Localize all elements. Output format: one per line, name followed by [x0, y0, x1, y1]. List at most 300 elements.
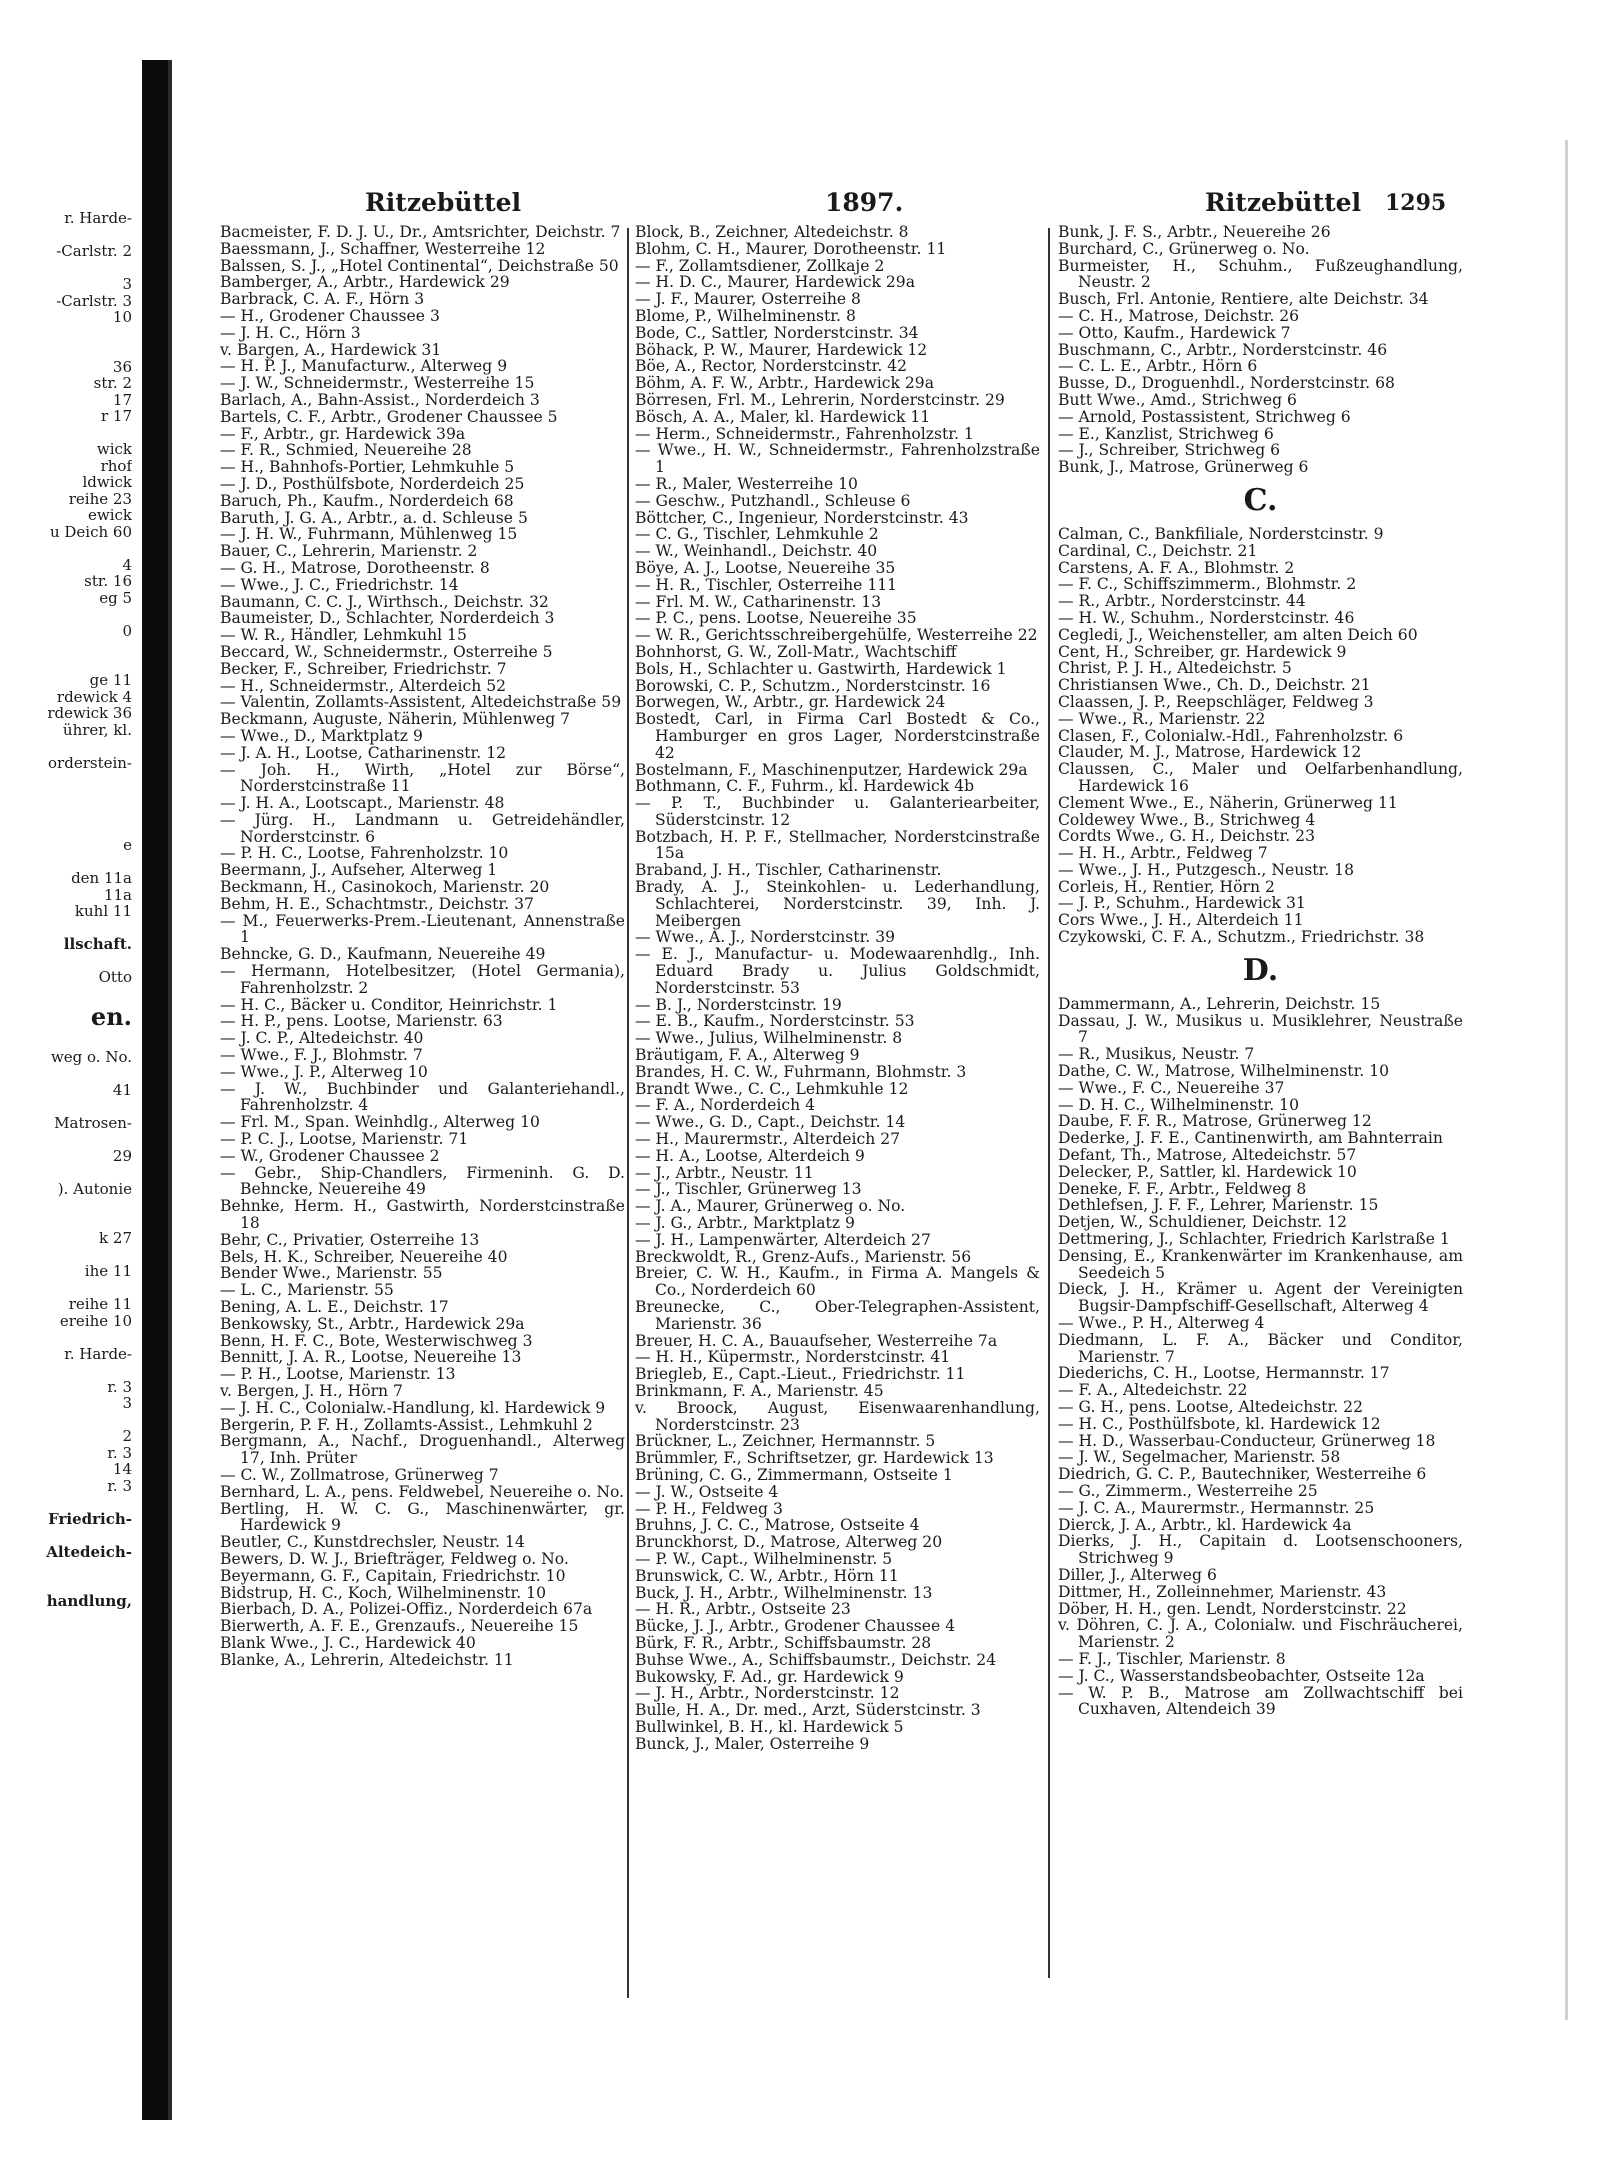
directory-entry: Diedmann, L. F. A., Bäcker und Conditor, Marienstr. 7: [1058, 1330, 1463, 1366]
directory-entry: — Wwe., J. H., Putzgesch., Neustr. 18: [1058, 860, 1355, 879]
previous-page-line: r. 3: [107, 1443, 132, 1462]
directory-entry: — Wwe., H. W., Schneidermstr., Fahrenholzstraße 1: [635, 441, 1040, 477]
page-edge: [1565, 140, 1568, 2020]
previous-page-line: [0, 854, 132, 871]
directory-entry: Dammermann, A., Lehrerin, Deichstr. 15: [1058, 994, 1381, 1013]
directory-entry: Beccard, W., Schneidermstr., Osterreihe 5: [220, 642, 553, 661]
previous-page-line: [0, 1412, 132, 1429]
directory-entry: Delecker, P., Sattler, kl. Hardewick 10: [1058, 1162, 1357, 1181]
directory-entry: — H. H., Küpermstr., Norderstcinstr. 41: [635, 1348, 951, 1367]
directory-entry: Bergerin, P. F. H., Zollamts-Assist., Lehmkuhl 2: [220, 1415, 593, 1434]
previous-page-line: [0, 1577, 132, 1594]
directory-entry: Claassen, J. P., Reepschläger, Feldweg 3: [1058, 692, 1374, 711]
directory-entry: Borowski, C. P., Schutzm., Norderstcinstr. 16: [635, 676, 991, 695]
directory-entry: — C. G., Tischler, Lehmkuhle 2: [635, 525, 879, 544]
previous-page-line: 10: [112, 308, 132, 326]
column-rule: [1048, 228, 1050, 1978]
directory-entry: Densing, E., Krankenwärter im Krankenhause, am Seedeich 5: [1058, 1246, 1463, 1282]
previous-page-line: llschaft.: [63, 935, 132, 953]
directory-entry: — J. G., Arbtr., Marktplatz 9: [635, 1214, 855, 1233]
directory-entry: — H. R., Tischler, Osterreihe 111: [635, 575, 898, 594]
directory-entry: — H. R., Arbtr., Ostseite 23: [635, 1600, 851, 1619]
directory-entry: Deneke, F. F., Arbtr., Feldweg 8: [1058, 1179, 1307, 1198]
directory-entry: Clasen, F., Colonialw.-Hdl., Fahrenholzstr. 6: [1058, 726, 1404, 745]
directory-entry: Burmeister, H., Schuhm., Fußzeughandlung, Neustr. 2: [1058, 256, 1463, 292]
directory-entry: Christ, P. J. H., Altedeichstr. 5: [1058, 659, 1292, 678]
section-letter-c: C.: [1243, 482, 1278, 518]
previous-page-line: [0, 1131, 132, 1148]
previous-page-line: weg o. No.: [50, 1047, 132, 1066]
previous-page-line: r. 3: [107, 1377, 132, 1396]
directory-entry: — J. H. C., Colonialw.-Handlung, kl. Hardewick 9: [220, 1398, 606, 1417]
previous-page-line: ihe 11: [84, 1262, 132, 1280]
previous-page-line: -Carlstr. 3: [56, 291, 132, 310]
directory-entry: Bartels, C. F., Arbtr., Grodener Chaussee 5: [220, 407, 558, 426]
directory-entry: Bennitt, J. A. R., Lootse, Neuereihe 13: [220, 1348, 522, 1367]
directory-entry: Bullwinkel, B. H., kl. Hardewick 5: [635, 1717, 904, 1736]
directory-entry: Bening, A. L. E., Deichstr. 17: [220, 1298, 449, 1316]
directory-entry: — J. W., Segelmacher, Marienstr. 58: [1058, 1448, 1341, 1467]
directory-entry: Bols, H., Schlachter u. Gastwirth, Hardewick 1: [635, 659, 1007, 678]
previous-page-line: str. 2: [93, 374, 132, 392]
column-2: [635, 224, 1040, 1753]
directory-entry: — Frl. M., Span. Weinhdlg., Alterweg 10: [220, 1113, 540, 1132]
directory-entry: Becker, F., Schreiber, Friedrichstr. 7: [220, 659, 507, 678]
previous-page-line: [0, 1098, 132, 1115]
previous-page-line: [0, 771, 132, 788]
directory-entry: Barbrack, C. A. F., Hörn 3: [220, 290, 425, 309]
previous-page-line: rdewick 4: [56, 687, 132, 706]
section-letter-d: D.: [1242, 952, 1279, 988]
directory-entry: — Wwe., D., Marktplatz 9: [220, 726, 423, 745]
previous-page-line: [0, 1214, 132, 1231]
directory-entry: Brandt Wwe., C. C., Lehmkuhle 12: [635, 1079, 909, 1098]
previous-page-line: orderstein-: [48, 753, 132, 772]
directory-entry: Diller, J., Alterweg 6: [1058, 1565, 1217, 1584]
directory-entry: Baruth, J. G. A., Arbtr., a. d. Schleuse 5: [220, 508, 528, 527]
directory-entry: — Geschw., Putzhandl., Schleuse 6: [635, 491, 911, 510]
directory-entry: — Joh. H., Wirth, „Hotel zur Börse“, Norderstcinstraße 11: [220, 760, 625, 796]
directory-entry: — F. R., Schmied, Neuereihe 28: [220, 441, 472, 460]
directory-entry: — W. R., Gerichtsschreibergehülfe, Westerreihe 22: [635, 626, 1038, 645]
directory-entry: — Hermann, Hotelbesitzer, (Hotel Germania), Fahrenholzstr. 2: [220, 962, 625, 997]
previous-page-line: ührer, kl.: [62, 720, 132, 739]
directory-entry: Böttcher, C., Ingenieur, Norderstcinstr. 43: [635, 508, 969, 527]
directory-entry: Claussen, C., Maler und Oelfarbenhandlung, Hardewick 16: [1058, 760, 1463, 795]
previous-page-line: e: [123, 836, 132, 854]
directory-entry: — P. H., Lootse, Marienstr. 13: [220, 1365, 456, 1384]
directory-entry: — R., Maler, Westerreihe 10: [635, 474, 858, 493]
directory-entry: — Wwe., F. J., Blohmstr. 7: [220, 1046, 423, 1065]
directory-entry: Dittmer, H., Zolleinnehmer, Marienstr. 43: [1058, 1582, 1387, 1601]
directory-entry: Böhm, A. F. W., Arbtr., Hardewick 29a: [635, 374, 934, 393]
directory-entry: — G. H., Matrose, Dorotheenstr. 8: [220, 558, 490, 577]
directory-entry: Bunk, J. F. S., Arbtr., Neuereihe 26: [1058, 223, 1331, 241]
previous-page-line: [0, 1197, 132, 1214]
previous-page-line: Matrosen-: [54, 1113, 132, 1132]
directory-entry: — Valentin, Zollamts-Assistent, Altedeichstraße 59: [220, 693, 622, 712]
directory-entry: — M., Feuerwerks-Prem.-Lieutenant, Annenstraße 1: [220, 911, 625, 947]
directory-entry: Blank Wwe., J. C., Hardewick 40: [220, 1633, 476, 1652]
directory-entry: — F., Zollamtsdiener, Zollkaje 2: [635, 256, 885, 275]
book-binding-edge: [142, 60, 168, 2120]
directory-entry: Daube, F. F. R., Matrose, Grünerweg 12: [1058, 1112, 1372, 1131]
directory-entry: Corleis, H., Rentier, Hörn 2: [1058, 877, 1275, 896]
directory-entry: — J., Schreiber, Strichweg 6: [1058, 441, 1281, 460]
directory-entry: — G., Zimmerm., Westerreihe 25: [1058, 1481, 1318, 1500]
directory-entry: Breier, C. W. H., Kaufm., in Firma A. Mangels & Co., Norderdeich 60: [635, 1264, 1040, 1300]
previous-page-line: 3: [122, 275, 132, 293]
directory-entry: — W., Weinhandl., Deichstr. 40: [635, 542, 878, 561]
directory-entry: Dierck, J. A., Arbtr., kl. Hardewick 4a: [1058, 1515, 1352, 1534]
previous-page-line: [0, 342, 132, 359]
directory-entry: Block, B., Zeichner, Altedeichstr. 8: [635, 223, 909, 241]
directory-entry: Cent, H., Schreiber, gr. Hardewick 9: [1058, 642, 1347, 661]
directory-entry: Busch, Frl. Antonie, Rentiere, alte Deichstr. 34: [1058, 290, 1429, 309]
previous-page-line: ereihe 10: [59, 1311, 132, 1330]
directory-entry: Dethlefsen, J. F. F., Lehrer, Marienstr. 15: [1058, 1196, 1379, 1215]
directory-entry: — Gebr., Ship-Chandlers, Firmeninh. G. D. Behncke, Neuereihe 49: [220, 1163, 625, 1199]
previous-page-line: [0, 326, 132, 343]
directory-entry: — J. C. P., Altedeichstr. 40: [220, 1029, 424, 1048]
directory-entry: Clement Wwe., E., Näherin, Grünerweg 11: [1058, 793, 1398, 812]
directory-entry: Briegleb, E., Capt.-Lieut., Friedrichstr. 11: [635, 1365, 966, 1384]
directory-entry: Behr, C., Privatier, Osterreihe 13: [220, 1230, 480, 1249]
running-title-right: Ritzebüttel: [1205, 188, 1362, 217]
directory-entry: — R., Arbtr., Norderstcinstr. 44: [1058, 592, 1306, 611]
directory-entry: — P. H. C., Lootse, Fahrenholzstr. 10: [220, 844, 509, 863]
previous-page-line: reihe 23: [68, 489, 132, 508]
directory-entry: Brady, A. J., Steinkohlen- u. Lederhandlung, Schlachterei, Norderstcinstr. 39, Inh. J. Meibergen: [635, 878, 1040, 930]
previous-page-line: [0, 1247, 132, 1264]
directory-entry: — R., Musikus, Neustr. 7: [1058, 1045, 1255, 1064]
page-spine: [168, 60, 172, 2120]
previous-page-line: [0, 540, 132, 557]
directory-entry: Brunckhorst, D., Matrose, Alterweg 20: [635, 1533, 943, 1552]
directory-entry: v. Bergen, J. H., Hörn 7: [220, 1381, 403, 1400]
directory-entry: Defant, Th., Matrose, Altedeichstr. 57: [1058, 1146, 1357, 1165]
previous-page-line: k 27: [99, 1229, 132, 1247]
previous-page-line: rdewick 36: [47, 704, 132, 722]
previous-page-line: r. 3: [107, 1476, 132, 1495]
directory-entry: Böe, A., Rector, Norderstcinstr. 42: [635, 357, 908, 376]
directory-entry: Czykowski, C. F. A., Schutzm., Friedrichstr. 38: [1058, 928, 1425, 947]
directory-entry: — W., Grodener Chaussee 2: [220, 1146, 440, 1165]
directory-entry: Bender Wwe., Marienstr. 55: [220, 1264, 443, 1283]
directory-entry: — B. J., Norderstcinstr. 19: [635, 995, 842, 1014]
directory-entry: — Wwe., G. D., Capt., Deichstr. 14: [635, 1113, 906, 1132]
directory-entry: Borwegen, W., Arbtr., gr. Hardewick 24: [635, 693, 946, 712]
directory-entry: — J. A., Maurer, Grünerweg o. No.: [635, 1197, 906, 1216]
directory-entry: — J. C., Wasserstandsbeobachter, Ostseite 12a: [1058, 1666, 1425, 1685]
page-number: 1295: [1385, 190, 1447, 216]
directory-entry: — C. H., Matrose, Deichstr. 26: [1058, 306, 1300, 325]
previous-page-line: eg 5: [99, 588, 132, 607]
previous-page-line: [0, 920, 132, 937]
directory-entry: — Otto, Kaufm., Hardewick 7: [1058, 323, 1291, 342]
directory-entry: — Wwe., R., Marienstr. 22: [1058, 709, 1266, 728]
directory-entry: — W. R., Händler, Lehmkuhl 15: [220, 626, 467, 645]
directory-entry: Bierwerth, A. F. E., Grenzaufs., Neuereihe 15: [220, 1617, 579, 1636]
column-3: [1058, 224, 1463, 1718]
directory-entry: — C. W., Zollmatrose, Grünerweg 7: [220, 1465, 499, 1484]
directory-entry: Coldewey Wwe., B., Strichweg 4: [1058, 810, 1316, 829]
previous-page-line: ). Autonie: [57, 1179, 132, 1198]
directory-entry: Brückner, L., Zeichner, Hermannstr. 5: [635, 1432, 936, 1451]
directory-entry: Baruch, Ph., Kaufm., Norderdeich 68: [220, 491, 514, 510]
directory-entry: Bräutigam, F. A., Alterweg 9: [635, 1046, 860, 1065]
directory-entry: — P. W., Capt., Wilhelminenstr. 5: [635, 1549, 893, 1568]
directory-entry: — J., Tischler, Grünerweg 13: [635, 1180, 862, 1199]
previous-page-line: [0, 606, 132, 623]
previous-page-line: 4: [122, 555, 132, 574]
previous-page-line: [0, 1560, 132, 1577]
previous-page-fragment: [0, 210, 132, 1990]
previous-page-line: [0, 986, 132, 1003]
directory-entry: — L. C., Marienstr. 55: [220, 1281, 394, 1300]
directory-entry: — H. C., Bäcker u. Conditor, Heinrichstr. 1: [220, 995, 558, 1014]
previous-page-line: Otto: [98, 968, 132, 986]
directory-entry: Beckmann, Auguste, Näherin, Mühlenweg 7: [220, 710, 571, 729]
previous-page-line: [0, 1494, 132, 1511]
previous-page-line: wick: [96, 440, 132, 458]
directory-entry: — Wwe., F. C., Neuereihe 37: [1058, 1078, 1285, 1097]
directory-entry: Christiansen Wwe., Ch. D., Deichstr. 21: [1058, 676, 1371, 695]
previous-page-line: [0, 656, 132, 673]
previous-page-line: [0, 1280, 132, 1297]
directory-entry: Bidstrup, H. C., Koch, Wilhelminenstr. 10: [220, 1583, 546, 1602]
directory-entry: Böye, A. J., Lootse, Neuereihe 35: [635, 558, 896, 577]
previous-page-line: 14: [112, 1460, 132, 1478]
directory-entry: Dettmering, J., Schlachter, Friedrich Karlstraße 1: [1058, 1230, 1450, 1249]
directory-entry: Breckwoldt, R., Grenz-Aufs., Marienstr. 56: [635, 1247, 972, 1266]
directory-entry: v. Döhren, C. J. A., Colonialw. und Fischräucherei, Marienstr. 2: [1058, 1616, 1463, 1652]
directory-entry: Bamberger, A., Arbtr., Hardewick 29: [220, 273, 510, 292]
directory-entry: Beckmann, H., Casinokoch, Marienstr. 20: [220, 878, 550, 897]
directory-entry: Breuer, H. C. A., Bauaufseher, Westerreihe 7a: [635, 1331, 998, 1350]
previous-page-line: handlung,: [46, 1592, 132, 1610]
directory-entry: Beutler, C., Kunstdrechsler, Neustr. 14: [220, 1533, 525, 1552]
directory-entry: Dieck, J. H., Krämer u. Agent der Vereinigten Bugsir-Dampfschiff-Gesellschaft, Alterweg 4: [1058, 1280, 1463, 1316]
running-title-left: Ritzebüttel: [365, 188, 522, 217]
directory-entry: v. Bargen, A., Hardewick 31: [220, 340, 442, 359]
directory-entry: Bohnhorst, G. W., Zoll-Matr., Wachtschiff: [635, 642, 957, 661]
directory-entry: Dassau, J. W., Musikus u. Musiklehrer, Neustraße 7: [1058, 1011, 1463, 1047]
directory-entry: Bewers, D. W. J., Briefträger, Feldweg o. No.: [220, 1549, 569, 1568]
directory-entry: — Wwe., J. C., Friedrichstr. 14: [220, 575, 459, 594]
previous-page-line: [0, 425, 132, 442]
directory-entry: Böhack, P. W., Maurer, Hardewick 12: [635, 340, 928, 359]
directory-entry: Buhse Wwe., A., Schiffsbaumstr., Deichstr. 24: [635, 1650, 997, 1669]
previous-page-line: 3: [122, 1394, 132, 1412]
directory-entry: — J. H. A., Lootscapt., Marienstr. 48: [220, 794, 505, 813]
directory-entry: — J. A. H., Lootse, Catharinenstr. 12: [220, 743, 507, 762]
directory-entry: — Wwe., J. P., Alterweg 10: [220, 1062, 428, 1081]
directory-entry: — F. A., Altedeichstr. 22: [1058, 1381, 1248, 1400]
previous-page-line: r. Harde-: [64, 1344, 132, 1363]
directory-entry: — J. W., Schneidermstr., Westerreihe 15: [220, 374, 535, 393]
previous-page-line: r. Harde-: [64, 210, 132, 227]
directory-entry: Diederichs, C. H., Lootse, Hermannstr. 17: [1058, 1364, 1390, 1383]
directory-entry: — Arnold, Postassistent, Strichweg 6: [1058, 407, 1351, 426]
page-header: [220, 188, 1550, 224]
directory-columns: [220, 224, 1550, 2004]
previous-page-line: [0, 821, 132, 838]
previous-page-line: [0, 953, 132, 970]
directory-entry: — P. H., Feldweg 3: [635, 1499, 783, 1518]
directory-entry: Baessmann, J., Schaffner, Westerreihe 12: [220, 239, 546, 258]
previous-page-line: Altedeich-: [46, 1542, 132, 1561]
directory-entry: Dederke, J. F. E., Cantinenwirth, am Bahnterrain: [1058, 1129, 1443, 1148]
directory-entry: Barlach, A., Bahn-Assist., Norderdeich 3: [220, 390, 540, 409]
directory-entry: Beermann, J., Aufseher, Alterweg 1: [220, 861, 498, 880]
directory-entry: Dathe, C. W., Matrose, Wilhelminenstr. 10: [1058, 1062, 1390, 1081]
directory-entry: — Jürg. H., Landmann u. Getreidehändler, Norderstcinstr. 6: [220, 810, 625, 846]
directory-entry: — H. P. J., Manufacturw., Alterweg 9: [220, 357, 508, 376]
directory-entry: — H., Bahnhofs-Portier, Lehmkuhle 5: [220, 458, 515, 477]
directory-entry: Behncke, G. D., Kaufmann, Neuereihe 49: [220, 945, 546, 964]
directory-entry: Brinkmann, F. A., Marienstr. 45: [635, 1381, 884, 1400]
directory-entry: Bukowsky, F. Ad., gr. Hardewick 9: [635, 1667, 904, 1686]
directory-entry: Bulle, H. A., Dr. med., Arzt, Süderstcinstr. 3: [635, 1701, 981, 1720]
directory-entry: — E., Kanzlist, Strichweg 6: [1058, 424, 1274, 443]
previous-page-line: Friedrich-: [48, 1509, 132, 1528]
directory-entry: — Wwe., A. J., Norderstcinstr. 39: [635, 928, 896, 947]
previous-page-line: [0, 738, 132, 755]
directory-entry: Bösch, A. A., Maler, kl. Hardewick 11: [635, 407, 931, 426]
directory-page: [220, 188, 1550, 2008]
directory-entry: Detjen, W., Schuldiener, Deichstr. 12: [1058, 1213, 1348, 1232]
directory-entry: Cors Wwe., J. H., Alterdeich 11: [1058, 911, 1304, 930]
directory-entry: — H. H., Arbtr., Feldweg 7: [1058, 844, 1268, 863]
directory-entry: Brandes, H. C. W., Fuhrmann, Blohmstr. 3: [635, 1062, 967, 1081]
directory-entry: — G. H., pens. Lootse, Altedeichstr. 22: [1058, 1398, 1364, 1416]
directory-entry: Balssen, S. J., „Hotel Continental“, Deichstraße 50: [220, 256, 619, 275]
previous-page-line: ldwick: [82, 473, 132, 491]
previous-page-line: rhof: [100, 456, 132, 475]
directory-entry: Clauder, M. J., Matrose, Hardewick 12: [1058, 743, 1362, 762]
directory-entry: Cordts Wwe., G. H., Deichstr. 23: [1058, 827, 1315, 846]
previous-page-line: kuhl 11: [74, 902, 132, 920]
directory-entry: — W. P. B., Matrose am Zollwachtschiff bei Cuxhaven, Altendeich 39: [1058, 1683, 1463, 1719]
directory-entry: — H., Maurermstr., Alterdeich 27: [635, 1130, 901, 1149]
directory-entry: Bertling, H. W. C. G., Maschinenwärter, gr. Hardewick 9: [220, 1499, 625, 1535]
directory-entry: Bergmann, A., Nachf., Droguenhandl., Alterweg 17, Inh. Prüter: [220, 1432, 625, 1468]
directory-entry: v. Broock, August, Eisenwaarenhandlung, Norderstcinstr. 23: [635, 1398, 1040, 1434]
previous-page-line: [0, 1065, 132, 1082]
directory-entry: Busse, D., Droguenhdl., Norderstcinstr. 68: [1058, 374, 1395, 393]
directory-entry: — J. C. A., Maurermstr., Hermannstr. 25: [1058, 1498, 1375, 1517]
directory-entry: Bürk, F. R., Arbtr., Schiffsbaumstr. 28: [635, 1633, 932, 1652]
previous-page-line: 0: [122, 621, 132, 640]
directory-entry: Beyermann, G. F., Capitain, Friedrichstr. 10: [220, 1566, 566, 1585]
directory-entry: Bacmeister, F. D. J. U., Dr., Amtsrichter, Deichstr. 7: [220, 223, 621, 241]
directory-entry: Buck, J. H., Arbtr., Wilhelminenstr. 13: [635, 1583, 933, 1602]
directory-entry: — J. H. C., Hörn 3: [220, 323, 361, 342]
directory-entry: Buschmann, C., Arbtr., Norderstcinstr. 46: [1058, 340, 1388, 359]
directory-entry: — H. W., Schuhm., Norderstcinstr. 46: [1058, 608, 1355, 627]
directory-entry: Behnke, Herm. H., Gastwirth, Norderstcinstraße 18: [220, 1197, 625, 1233]
directory-entry: — J. W., Buchbinder und Galanteriehandl., Fahrenholzstr. 4: [220, 1079, 625, 1115]
directory-entry: Döber, H. H., gen. Lendt, Norderstcinstr. 22: [1058, 1599, 1407, 1618]
previous-page-line: [0, 1032, 132, 1049]
directory-entry: Calman, C., Bankfiliale, Norderstcinstr. 9: [1058, 524, 1384, 543]
previous-page-line: 36: [112, 357, 132, 376]
previous-page-line: str. 16: [84, 572, 132, 590]
directory-entry: — E. J., Manufactur- u. Modewaarenhdlg., Inh. Eduard Brady u. Julius Goldschmidt, Norderstcinstr. 53: [635, 945, 1040, 997]
directory-entry: Blohm, C. H., Maurer, Dorotheenstr. 11: [635, 239, 947, 258]
previous-page-line: 17: [112, 390, 132, 409]
directory-entry: Bücke, J. J., Arbtr., Grodener Chaussee 4: [635, 1617, 956, 1636]
previous-page-line: ewick: [87, 506, 132, 524]
directory-entry: Breunecke, C., Ober-Telegraphen-Assistent, Marienstr. 36: [635, 1298, 1040, 1333]
previous-page-line: [0, 1164, 132, 1181]
directory-entry: — J. D., Posthülfsbote, Norderdeich 25: [220, 474, 525, 493]
directory-entry: — J. H. W., Fuhrmann, Mühlenweg 15: [220, 525, 518, 544]
previous-page-line: 29: [112, 1146, 132, 1165]
directory-entry: — F., Arbtr., gr. Hardewick 39a: [220, 424, 466, 443]
directory-entry: Benkowsky, St., Arbtr., Hardewick 29a: [220, 1314, 525, 1333]
previous-page-line: u Deich 60: [49, 522, 132, 541]
directory-entry: Bothmann, C. F., Fuhrm., kl. Hardewick 4b: [635, 777, 975, 796]
directory-entry: — J. P., Schuhm., Hardewick 31: [1058, 894, 1306, 913]
directory-entry: Bostelmann, F., Maschinenputzer, Hardewick 29a: [635, 760, 1028, 779]
column-1: [220, 224, 625, 1669]
directory-entry: — J. W., Ostseite 4: [635, 1482, 779, 1501]
directory-entry: Burchard, C., Grünerweg o. No.: [1058, 239, 1310, 258]
directory-entry: Dierks, J. H., Capitain d. Lootsenschooners, Strichweg 9: [1058, 1532, 1463, 1568]
directory-entry: — H. A., Lootse, Alterdeich 9: [635, 1146, 865, 1165]
directory-entry: Bels, H. K., Schreiber, Neuereihe 40: [220, 1247, 508, 1266]
directory-entry: — J. F., Maurer, Osterreihe 8: [635, 290, 861, 309]
directory-entry: — D. H. C., Wilhelminenstr. 10: [1058, 1095, 1300, 1114]
directory-entry: — F. C., Schiffszimmerm., Blohmstr. 2: [1058, 575, 1357, 594]
directory-entry: Behm, H. E., Schachtmstr., Deichstr. 37: [220, 894, 534, 913]
directory-entry: — H. C., Posthülfsbote, kl. Hardewick 12: [1058, 1414, 1381, 1433]
previous-page-line: [0, 1527, 132, 1544]
directory-entry: Börresen, Frl. M., Lehrerin, Norderstcinstr. 29: [635, 390, 1005, 409]
directory-entry: Bernhard, L. A., pens. Feldwebel, Neuereihe o. No.: [220, 1482, 625, 1501]
directory-entry: — H., Grodener Chaussee 3: [220, 306, 440, 325]
directory-entry: Bauer, C., Lehrerin, Marienstr. 2: [220, 542, 478, 561]
directory-entry: — Herm., Schneidermstr., Fahrenholzstr. 1: [635, 424, 974, 443]
directory-entry: — H. P., pens. Lootse, Marienstr. 63: [220, 1012, 503, 1031]
directory-entry: — P. C., pens. Lootse, Neuereihe 35: [635, 609, 917, 628]
directory-entry: — E. B., Kaufm., Norderstcinstr. 53: [635, 1012, 915, 1031]
previous-page-line: 41: [112, 1080, 132, 1099]
directory-entry: — H. D. C., Maurer, Hardewick 29a: [635, 273, 915, 292]
directory-entry: Cardinal, C., Deichstr. 21: [1058, 541, 1258, 560]
directory-entry: — P. T., Buchbinder u. Galanteriearbeiter, Süderstcinstr. 12: [635, 794, 1040, 829]
directory-entry: — P. C. J., Lootse, Marienstr. 71: [220, 1130, 469, 1149]
directory-entry: — Wwe., P. H., Alterweg 4: [1058, 1314, 1265, 1333]
year-heading: 1897.: [825, 188, 904, 217]
directory-entry: Bunck, J., Maler, Osterreihe 9: [635, 1734, 870, 1753]
directory-entry: — F. A., Norderdeich 4: [635, 1096, 815, 1115]
previous-page-line: r 17: [100, 407, 132, 425]
previous-page-line: 11a: [103, 885, 132, 904]
directory-entry: — Frl. M. W., Catharinenstr. 13: [635, 592, 882, 611]
directory-entry: — F. J., Tischler, Marienstr. 8: [1058, 1649, 1286, 1668]
directory-entry: — Wwe., Julius, Wilhelminenstr. 8: [635, 1029, 903, 1048]
directory-entry: Bierbach, D. A., Polizei-Offiz., Norderdeich 67a: [220, 1600, 593, 1619]
previous-page-line: [0, 260, 132, 277]
previous-page-line: [0, 639, 132, 656]
previous-page-line: [0, 788, 132, 805]
directory-entry: Butt Wwe., Amd., Strichweg 6: [1058, 390, 1297, 409]
directory-entry: Cegledi, J., Weichensteller, am alten Deich 60: [1058, 625, 1418, 644]
directory-entry: Bostedt, Carl, in Firma Carl Bostedt & Co., Hamburger en gros Lager, Norderstcinstraße 42: [635, 710, 1040, 762]
